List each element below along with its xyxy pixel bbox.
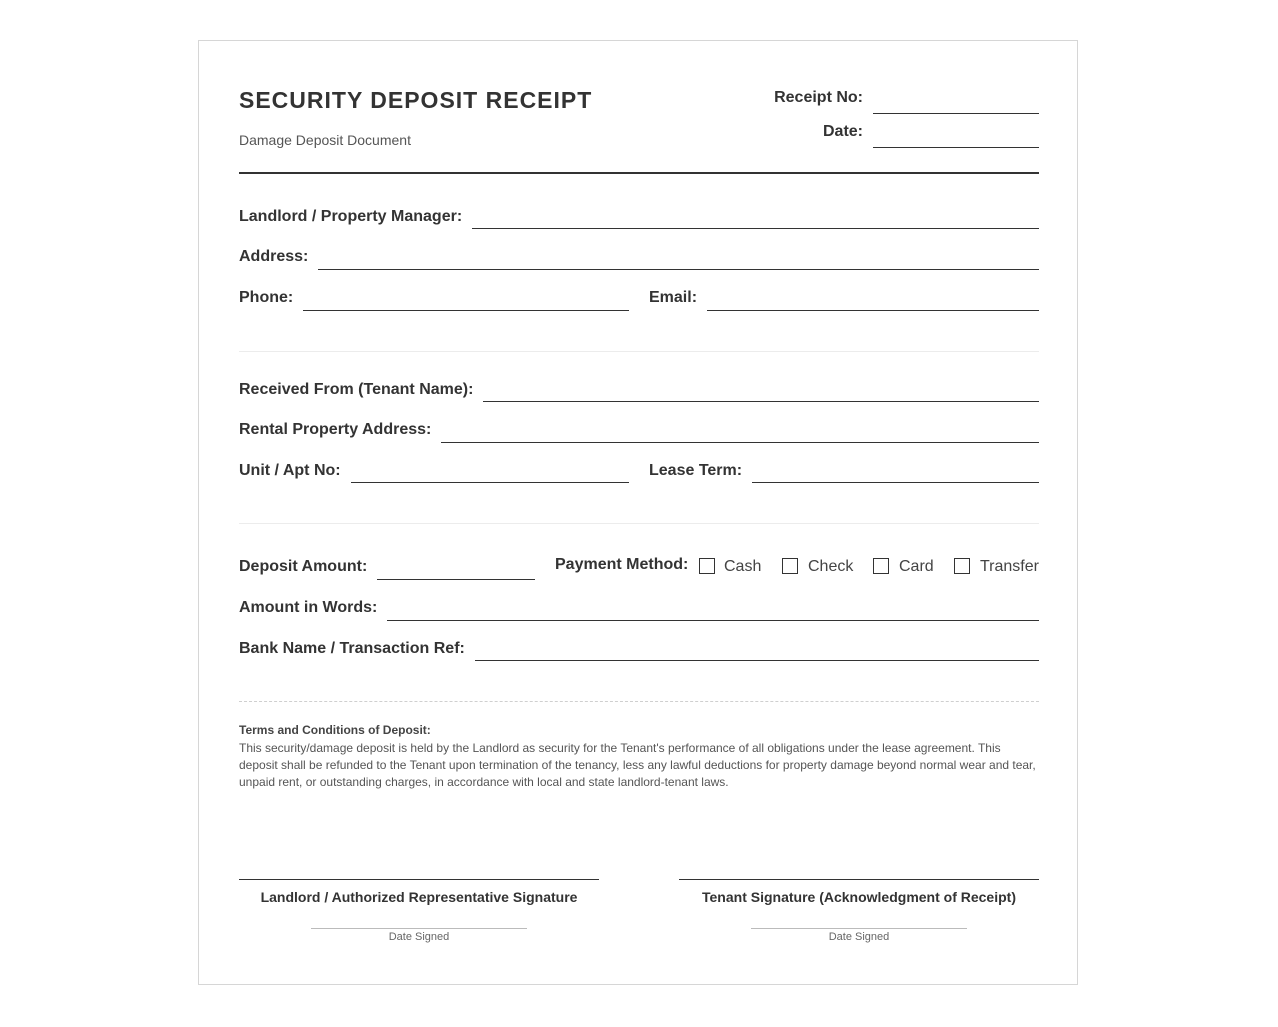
cash-option-label: Cash bbox=[724, 558, 762, 575]
card-checkbox[interactable] bbox=[873, 558, 889, 574]
unit-field[interactable] bbox=[351, 482, 629, 483]
landlord-signature-label: Landlord / Authorized Representative Signature bbox=[260, 889, 578, 905]
section-divider bbox=[239, 351, 1039, 352]
payment-method-label: Payment Method: bbox=[555, 556, 689, 573]
section-divider bbox=[239, 523, 1039, 524]
landlord-date-signed-field[interactable] bbox=[311, 928, 527, 929]
amount-words-field[interactable] bbox=[387, 620, 1039, 621]
deposit-amount-label: Deposit Amount: bbox=[239, 558, 368, 575]
tenant-name-label: Received From (Tenant Name): bbox=[239, 381, 474, 398]
tenant-signature-field[interactable] bbox=[679, 879, 1039, 880]
property-address-field[interactable] bbox=[441, 442, 1039, 443]
landlord-phone-field[interactable] bbox=[303, 310, 629, 311]
landlord-signature-field[interactable] bbox=[239, 879, 599, 880]
deposit-amount-field[interactable] bbox=[377, 579, 535, 580]
date-field[interactable] bbox=[873, 147, 1039, 148]
receipt-form bbox=[198, 40, 1078, 985]
receipt-no-label: Receipt No: bbox=[774, 89, 863, 106]
card-option-label: Card bbox=[899, 558, 934, 575]
landlord-manager-field[interactable] bbox=[472, 228, 1039, 229]
tenant-signature-label: Tenant Signature (Acknowledgment of Receipt) bbox=[702, 889, 1016, 905]
terms-heading: Terms and Conditions of Deposit: bbox=[239, 723, 431, 737]
landlord-date-signed-label: Date Signed bbox=[388, 931, 450, 943]
check-option-label: Check bbox=[808, 558, 854, 575]
tenant-date-signed-label: Date Signed bbox=[828, 931, 890, 943]
date-label: Date: bbox=[822, 123, 863, 140]
terms-body: This security/damage deposit is held by the Landlord as security for the Tenant's performance of all obligations under the lease agreement. This deposit shall be refunded to the Tenant upon termination of the tenancy, less any lawful deductions for property damage beyond normal wear and tear, unpaid rent, or outstanding charges, in accordance with local and state landlord-tenant laws. bbox=[239, 741, 1036, 789]
header-divider bbox=[239, 172, 1039, 174]
landlord-email-label: Email: bbox=[649, 289, 698, 306]
landlord-manager-label: Landlord / Property Manager: bbox=[239, 208, 463, 225]
landlord-phone-label: Phone: bbox=[239, 289, 294, 306]
page-subtitle: Damage Deposit Document bbox=[239, 132, 411, 148]
transfer-option-label: Transfer bbox=[980, 558, 1039, 575]
cash-checkbox[interactable] bbox=[699, 558, 715, 574]
property-address-label: Rental Property Address: bbox=[239, 421, 432, 438]
tenant-date-signed-field[interactable] bbox=[751, 928, 967, 929]
landlord-email-field[interactable] bbox=[707, 310, 1039, 311]
terms-divider bbox=[239, 701, 1039, 702]
check-checkbox[interactable] bbox=[782, 558, 798, 574]
lease-term-label: Lease Term: bbox=[649, 462, 743, 479]
amount-words-label: Amount in Words: bbox=[239, 599, 378, 616]
lease-term-field[interactable] bbox=[752, 482, 1039, 483]
page-title: SECURITY DEPOSIT RECEIPT bbox=[239, 87, 593, 113]
bank-ref-label: Bank Name / Transaction Ref: bbox=[239, 640, 465, 657]
transfer-checkbox[interactable] bbox=[954, 558, 970, 574]
tenant-name-field[interactable] bbox=[483, 401, 1039, 402]
bank-ref-field[interactable] bbox=[475, 660, 1039, 661]
unit-label: Unit / Apt No: bbox=[239, 462, 341, 479]
landlord-address-label: Address: bbox=[239, 248, 309, 265]
landlord-address-field[interactable] bbox=[318, 269, 1039, 270]
receipt-no-field[interactable] bbox=[873, 113, 1039, 114]
